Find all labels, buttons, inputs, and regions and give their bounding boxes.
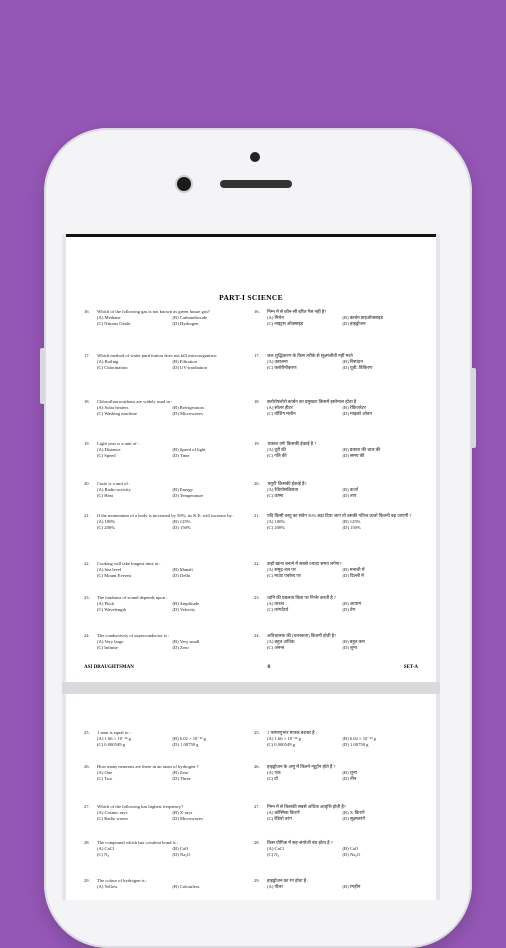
option-text: (C) Infinite (97, 645, 118, 651)
question-text: निम्न में से कौन-सी हरित गैस नहीं है? (267, 309, 327, 314)
question-options (97, 519, 242, 531)
question-item (84, 840, 242, 859)
option-text: (A) रेडियोसक्रियता (267, 487, 299, 493)
question-number: 16. (84, 309, 90, 314)
question-options (267, 846, 412, 858)
sensor-icon (250, 152, 260, 162)
question-item (254, 513, 412, 532)
option-text: (C) Chlorination (97, 365, 128, 371)
option-text: (C) माउंट एवरेस्ट पर (267, 573, 301, 579)
question-text: How many neutrons are there in an atom of hydrogen ? (97, 764, 199, 769)
option-text: (A) Distance (97, 447, 121, 453)
volume-button (40, 348, 44, 404)
option-text: (D) ताप (342, 493, 357, 499)
question-text: 1 परमाणुभार मात्रक बराबर है : (267, 730, 317, 735)
option-text: (B) 6.02 × 10⁻²³ g (172, 736, 206, 742)
question-number: 28. (254, 840, 260, 845)
question-text: Light year is a unit of : (97, 441, 140, 446)
option-text: (C) अनन्त (267, 645, 285, 651)
question-options (97, 405, 242, 417)
question-number: 23. (254, 595, 260, 600)
option-text: (C) वॉशिंग मशीन (267, 411, 296, 417)
option-text: (D) माइक्रो ओवन (342, 411, 372, 417)
question-options (267, 359, 412, 371)
option-text: (A) Methane (97, 315, 121, 321)
option-text: (B) ऊर्जा (342, 487, 358, 493)
question-number: 17. (84, 353, 90, 358)
option-text: (B) Colourless (172, 884, 200, 890)
question-options (267, 810, 412, 822)
option-text: (A) बहुत अधिक (267, 639, 295, 645)
option-text: (B) Carbondioxide (172, 315, 208, 321)
question-text: ध्वनि की प्रबलता किस पर निर्भर करती है ? (267, 595, 336, 600)
question-options (267, 770, 412, 782)
option-text: (A) Solar heaters (97, 405, 129, 411)
question-item (254, 730, 412, 749)
question-options (267, 639, 412, 651)
option-text: (D) Na₂O (172, 852, 191, 858)
question-item (84, 441, 242, 460)
option-text: (C) क्लोरीनीकरण (267, 365, 297, 371)
question-item (84, 633, 242, 652)
question-text: Curie is a unit of : (97, 481, 131, 486)
question-text: 'क्यूरी' किसकी ईकाई है? (267, 481, 307, 486)
option-text: (A) Radio-activity (97, 487, 131, 493)
question-options (267, 315, 412, 327)
question-text: Which of the following gas is not known as green house gas? (97, 309, 210, 314)
question-item (254, 561, 412, 580)
option-text: (A) Cosmic rays (97, 810, 128, 816)
option-text: (C) तरंगदैर्ध्य (267, 607, 289, 613)
question-options (97, 846, 242, 858)
question-number: 16. (254, 309, 260, 314)
question-number: 22. (84, 561, 90, 566)
question-number: 20. (254, 481, 260, 486)
question-text: The colour of hydrogen is : (97, 878, 148, 883)
option-text: (C) 0.000549 g (267, 742, 295, 748)
footer-right: SET-A (403, 665, 418, 670)
option-text: (D) दिल्ली में (342, 573, 364, 579)
question-item (254, 353, 412, 372)
option-text: (A) कॉस्मिक किरणें (267, 810, 300, 816)
option-text: (D) Microwaves (172, 816, 203, 822)
option-text: (D) 150% (342, 525, 361, 531)
option-text: (C) नाइट्रस ऑक्साइड (267, 321, 304, 327)
option-text: (B) 125% (342, 519, 361, 525)
question-text: Which method of water purification does not kill microorganism: (97, 353, 218, 358)
option-text: (D) हाइड्रोजन (342, 321, 366, 327)
option-text: (A) 100% (97, 519, 116, 525)
option-text: (C) 0.000549 g (97, 742, 125, 748)
question-options (267, 884, 412, 890)
question-item (254, 309, 412, 328)
question-text: The compound which has covalent bond is : (97, 840, 179, 845)
question-text: हाइड्रोजन के अणु में कितने न्यूट्रॉन होते हैं ? (267, 764, 336, 769)
option-text: (B) रेफ्रिजरेटर (342, 405, 366, 411)
question-number: 22. (254, 561, 260, 566)
option-text: (D) Delhi (172, 573, 191, 579)
question-item (84, 561, 242, 580)
question-text: The conductivity of superconductor is : (97, 633, 170, 638)
question-item (84, 481, 242, 500)
option-text: (C) गति की (267, 453, 287, 459)
option-text: (B) Refrigerators (172, 405, 205, 411)
question-number: 19. (254, 441, 260, 446)
question-text: जल शुद्धिकरण के किस तरीके से सूक्ष्मजीवी नहीं मरते (267, 353, 353, 358)
option-text: (A) One (97, 770, 113, 776)
option-text: (D) 150% (172, 525, 191, 531)
question-text: Chlorofluorocarbons are widely used in : (97, 399, 173, 404)
question-item (84, 595, 242, 614)
question-number: 25. (84, 730, 90, 735)
footer-left: ASI DRAUGHTSMAN (84, 665, 134, 670)
question-item (254, 441, 412, 460)
option-text: (D) Hydrogen (172, 321, 199, 327)
question-text: किस यौगिक में सह-संयोजी बंध होता है ? (267, 840, 333, 845)
question-options (267, 487, 412, 499)
question-item (84, 764, 242, 783)
option-text: (D) सूक्ष्मतरंगें (342, 816, 366, 822)
option-text: (B) शून्य (342, 770, 357, 776)
option-text: (A) सोलर हीटर (267, 405, 293, 411)
question-text: The loudness of sound depends upon : (97, 595, 168, 600)
option-text: (C) Two (97, 776, 113, 782)
option-text: (A) Sea level (97, 567, 122, 573)
option-text: (B) Manali (172, 567, 193, 573)
question-text: यदि किसी वस्तु का संवेग 50% बढ़ा दिया जाए तो उसकी गतिज ऊर्जा कितनी बढ़ जाएगी ? (267, 513, 412, 518)
question-number: 19. (84, 441, 90, 446)
power-button (472, 368, 476, 448)
question-item (254, 595, 412, 614)
option-text: (D) यूवी–विकिरण (342, 365, 373, 371)
question-number: 24. (254, 633, 260, 638)
question-number: 17. (254, 353, 260, 358)
option-text: (B) CaO (172, 846, 189, 852)
question-number: 29. (84, 878, 90, 883)
option-text: (D) Zero (172, 645, 189, 651)
question-number: 24. (84, 633, 90, 638)
option-text: (C) Speed (97, 453, 116, 459)
document-page (66, 694, 436, 900)
question-options (267, 519, 412, 531)
question-number: 21. (254, 513, 260, 518)
option-text: (D) Three (172, 776, 191, 782)
question-number: 27. (254, 804, 260, 809)
option-text: (C) दो (267, 776, 278, 782)
option-text: (A) Boiling (97, 359, 119, 365)
question-options (97, 736, 242, 748)
option-text: (B) प्रकाश की चाल की (342, 447, 381, 453)
question-options (97, 770, 242, 782)
option-text: (A) CaCl (267, 846, 284, 852)
question-number: 18. (254, 399, 260, 404)
option-text: (D) Microwaves (172, 411, 203, 417)
option-text: (C) Heat (97, 493, 113, 499)
option-text: (B) कार्बन डाइऑक्साइड (342, 315, 383, 321)
question-text: Which of the following has highest frequency? (97, 804, 184, 809)
question-item (84, 878, 242, 890)
phone-screen[interactable] (62, 234, 440, 900)
question-options (97, 567, 242, 579)
option-text: (B) CaO (342, 846, 359, 852)
question-text: 'प्रकाश वर्ष' किसकी ईकाई है ? (267, 441, 317, 446)
option-text: (B) Energy (172, 487, 193, 493)
question-text: क्लोरोफ्लोरो कार्बन का प्रमुखतः किसमें इस्तेमाल होता है (267, 399, 357, 404)
question-item (84, 309, 242, 328)
question-options (267, 405, 412, 417)
option-text: (B) 125% (172, 519, 191, 525)
question-text: निम्न में से किसकी सबसे अधिक आवृत्ति होती है? (267, 804, 346, 809)
question-number: 21. (84, 513, 90, 518)
question-item (84, 804, 242, 823)
page-title: PART-I SCIENCE (219, 293, 283, 302)
question-number: 27. (84, 804, 90, 809)
question-options (97, 487, 242, 499)
option-text: (B) रंगहीन (342, 884, 361, 890)
question-item (254, 804, 412, 823)
question-number: 25. (254, 730, 260, 735)
option-text: (A) CaCl (97, 846, 114, 852)
question-options (97, 359, 242, 371)
option-text: (D) तीन (342, 776, 357, 782)
option-text: (B) Amplitude (172, 601, 200, 607)
question-options (267, 601, 412, 613)
document-page (66, 234, 436, 685)
option-text: (A) Yellow (97, 884, 118, 890)
question-item (254, 878, 412, 890)
option-text: (C) Nitrous Oxide (97, 321, 131, 327)
option-text: (B) X-rays (172, 810, 193, 816)
option-text: (D) Time (172, 453, 190, 459)
option-text: (C) 200% (267, 525, 285, 531)
option-text: (D) UV-irradiation (172, 365, 207, 371)
option-text: (A) दूरी की (267, 447, 286, 453)
option-text: (C) N₂ (267, 852, 280, 858)
question-number: 29. (254, 878, 260, 883)
option-text: (B) Zero (172, 770, 189, 776)
question-item (254, 399, 412, 418)
question-options (97, 810, 242, 822)
option-text: (A) पीला (267, 884, 283, 890)
option-text: (D) 1.00758 g (172, 742, 199, 748)
option-text: (C) 200% (97, 525, 115, 531)
option-text: (A) Very large (97, 639, 124, 645)
question-options (97, 884, 242, 890)
question-text: 1 amu is equal to : (97, 730, 131, 735)
option-text: (C) ऊष्मा (267, 493, 284, 499)
option-text: (B) बहुत कम (342, 639, 365, 645)
question-options (97, 639, 242, 651)
earpiece-speaker (220, 180, 292, 188)
question-item (254, 481, 412, 500)
option-text: (A) एक (267, 770, 281, 776)
question-options (97, 315, 242, 327)
question-text: Cooking will take longest time at : (97, 561, 161, 566)
question-item (84, 730, 242, 749)
option-text: (C) Radio waves (97, 816, 128, 822)
option-text: (A) 1.66 × 10⁻²⁴ g (267, 736, 301, 742)
option-text: (B) 6.02 × 10⁻²³ g (342, 736, 376, 742)
option-text: (A) समुद्र-तल पर (267, 567, 296, 573)
option-text: (D) Temperature (172, 493, 204, 499)
question-options (267, 447, 412, 459)
question-text: अतिचालक की (चालकता) कितनी होती है? (267, 633, 337, 638)
option-text: (C) Washing machine (97, 411, 137, 417)
option-text: (D) Velocity (172, 607, 196, 613)
footer-page-number: 8 (267, 665, 271, 670)
question-text: If the momentum of a body is increased by 50%, its K.E. will increase by : (97, 513, 235, 518)
question-options (267, 567, 412, 579)
question-number: 26. (84, 764, 90, 769)
option-text: (B) मनाली में (342, 567, 365, 573)
option-text: (B) X-किरणें (342, 810, 365, 816)
question-options (97, 447, 242, 459)
question-text: हाइड्रोजन का रंग होता है : (267, 878, 309, 883)
question-number: 23. (84, 595, 90, 600)
option-text: (D) समय की (342, 453, 365, 459)
option-text: (A) 1.66 × 10⁻²⁴ g (97, 736, 131, 742)
option-text: (C) रेडियो तरंग (267, 816, 292, 822)
option-text: (A) तारत्व (267, 601, 284, 607)
question-number: 28. (84, 840, 90, 845)
option-text: (C) N₂ (97, 852, 110, 858)
question-item (254, 764, 412, 783)
question-number: 20. (84, 481, 90, 486)
option-text: (B) Filtration (172, 359, 197, 365)
option-text: (D) वेग (342, 607, 356, 613)
option-text: (D) Na₂O (342, 852, 361, 858)
option-text: (D) शून्य (342, 645, 358, 651)
question-number: 18. (84, 399, 90, 404)
question-item (254, 840, 412, 859)
question-item (84, 353, 242, 372)
question-options (267, 736, 412, 748)
option-text: (A) मिथेन (267, 315, 284, 321)
question-item (84, 399, 242, 418)
front-camera-icon (177, 177, 191, 191)
option-text: (B) निस्पंदन (342, 359, 363, 365)
option-text: (A) 100% (267, 519, 286, 525)
option-text: (B) Very small (172, 639, 200, 645)
option-text: (B) आयाम (342, 601, 362, 607)
question-options (97, 601, 242, 613)
page-footer (84, 665, 418, 670)
option-text: (A) Pitch (97, 601, 114, 607)
option-text: (A) उबालना (267, 359, 288, 365)
question-item (84, 513, 242, 532)
option-text: (C) Mount Everest (97, 573, 132, 579)
page-separator (62, 682, 440, 694)
question-number: 26. (254, 764, 260, 769)
question-item (254, 633, 412, 652)
option-text: (C) Wavelength (97, 607, 127, 613)
option-text: (B) Speed of light (172, 447, 206, 453)
option-text: (D) 1.00758 g (342, 742, 369, 748)
question-text: कहाँ खाना बनाने में सबसे ज्यादा समय लगेगा? (267, 561, 342, 566)
